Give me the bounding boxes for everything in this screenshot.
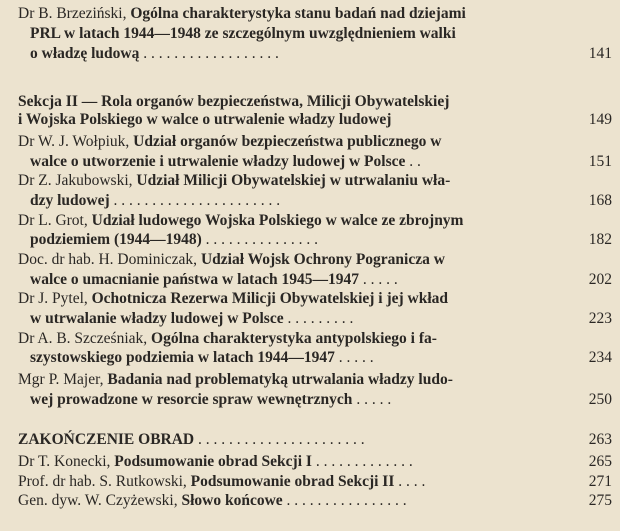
toc-text-segment: . . . . . . . . . . . . . . .: [201, 231, 319, 248]
toc-line-text: [18, 132, 441, 152]
toc-page-number: 234: [588, 349, 612, 366]
toc-title-segment: Podsumowanie obrad Sekcji I: [114, 453, 312, 470]
toc-title-segment: Słowo końcowe: [181, 492, 283, 509]
toc-line-text: [30, 270, 398, 290]
toc-line-text: [30, 152, 421, 172]
toc-line: [0, 452, 620, 472]
toc-title-segment: walce o umacnianie państwa w latach 1945—1947: [30, 271, 359, 288]
toc-page-number: 223: [588, 310, 612, 327]
toc-title-segment: PRL w latach 1944—1948 ze szczególnym uwzględnieniem walki: [30, 25, 456, 42]
toc-page-number: 149: [588, 111, 612, 128]
toc-text-segment: Dr A. B. Szcześniak,: [18, 330, 152, 347]
toc-text-segment: . . . . .: [352, 391, 392, 408]
toc-title-segment: i Wojska Polskiego w walce o utrwalenie władzy ludowej: [18, 111, 392, 128]
toc-text-segment: . . . . . . . . . . . . . . . .: [282, 492, 407, 509]
toc-line-text: [18, 250, 445, 270]
toc-line: [0, 491, 620, 511]
toc-text-segment: Gen. dyw. W. Czyżewski,: [18, 492, 182, 509]
toc-line: [0, 152, 620, 172]
toc-text-segment: Dr T. Konecki,: [18, 453, 115, 470]
toc-line: [0, 171, 620, 191]
toc-line: [0, 289, 620, 309]
toc-line-text: [30, 390, 391, 410]
toc-text-segment: Dr W. J. Wołpiuk,: [18, 133, 134, 150]
toc-page-number: 168: [588, 192, 612, 209]
toc-title-segment: ZAKOŃCZENIE OBRAD: [18, 431, 195, 448]
toc-line: [0, 132, 620, 152]
toc-text-segment: Mgr P. Majer,: [18, 371, 108, 388]
toc-text-segment: Doc. dr hab. H. Dominiczak,: [18, 251, 201, 268]
toc-title-segment: w utrwalanie władzy ludowej w Polsce: [30, 310, 284, 327]
toc-line-text: [18, 329, 437, 349]
toc-line-text: [18, 370, 453, 390]
toc-line: [0, 24, 620, 44]
toc-line-text: [18, 171, 450, 191]
toc-text-segment: . . . . . . . . . . . . .: [311, 453, 413, 470]
toc-line: [0, 211, 620, 231]
toc-line: [0, 348, 620, 368]
toc-page-number: 202: [588, 271, 612, 288]
toc-line-text: [18, 211, 463, 231]
toc-text-segment: Dr J. Pytel,: [18, 290, 92, 307]
toc-page-number: 250: [588, 391, 612, 408]
toc-title-segment: Podsumowanie obrad Sekcji II: [190, 473, 395, 490]
toc-line-text: [30, 309, 353, 329]
toc-line-text: [18, 430, 365, 450]
toc-line: [0, 110, 620, 130]
toc-line: [0, 191, 620, 211]
toc-title-segment: Badania nad problematyką utrwalania władzy ludo-: [107, 371, 453, 388]
toc-title-segment: Ochotnicza Rezerwa Milicji Obywatelskiej i jej wkład: [91, 290, 449, 307]
toc-line: [0, 390, 620, 410]
toc-page-number: 271: [588, 473, 612, 490]
toc-title-segment: wej prowadzone w resorcie spraw wewnętrznych: [30, 391, 353, 408]
toc-title-segment: Udział Wojsk Ochrony Pogranicza w: [200, 251, 445, 268]
toc-text-segment: Prof. dr hab. S. Rutkowski,: [18, 473, 191, 490]
toc-text-segment: . . . . .: [358, 271, 398, 288]
toc-line-text: [18, 110, 391, 130]
toc-text-segment: Dr B. Brzeziński,: [18, 5, 131, 22]
toc-title-segment: o władzę ludową: [30, 45, 140, 62]
toc-line-text: [30, 230, 318, 250]
toc-page-number: 141: [588, 45, 612, 62]
toc-line-text: [18, 472, 425, 492]
toc-line: [0, 230, 620, 250]
toc-title-segment: Ogólna charakterystyka stanu badań nad dziejami: [130, 5, 466, 22]
toc-title-segment: Udział organów bezpieczeństwa publicznego w: [133, 133, 442, 150]
toc-title-segment: Udział Milicji Obywatelskiej w utrwalaniu wła-: [136, 172, 451, 189]
toc-line: [0, 329, 620, 349]
toc-page-number: 151: [588, 153, 612, 170]
toc-line: [0, 472, 620, 492]
toc-line: [0, 430, 620, 450]
toc-text-segment: . . . . .: [334, 349, 374, 366]
toc-title-segment: Sekcja II — Rola organów bezpieczeństwa, Milicji Obywatelskiej: [18, 93, 450, 110]
toc-line: [0, 4, 620, 24]
toc-line-text: [18, 4, 466, 24]
toc-line: [0, 92, 620, 112]
toc-line-text: [30, 191, 280, 211]
toc-line-text: [30, 44, 279, 64]
toc-title-segment: podziemiem (1944—1948): [30, 231, 202, 248]
toc-line: [0, 309, 620, 329]
toc-text-segment: . . . . . . . . . . . . . . . . . . . . . .: [109, 192, 281, 209]
toc-line: [0, 250, 620, 270]
toc-line: [0, 370, 620, 390]
toc-title-segment: Ogólna charakterystyka antypolskiego i fa-: [151, 330, 437, 347]
toc-line: [0, 270, 620, 290]
toc-page-number: 275: [588, 492, 612, 509]
toc-line-text: [18, 452, 413, 472]
toc-line-text: [30, 348, 374, 368]
toc-line-text: [30, 24, 456, 44]
toc-line-text: [18, 289, 448, 309]
toc-text-segment: Dr Z. Jakubowski,: [18, 172, 137, 189]
toc-title-segment: dzy ludowej: [30, 192, 110, 209]
toc-text-segment: . . . . . . . . . . . . . . . . . . . . . .: [194, 431, 365, 448]
toc-text-segment: Dr L. Grot,: [18, 212, 92, 229]
toc-title-segment: Udział ludowego Wojska Polskiego w walce ze zbrojnym: [91, 212, 464, 229]
toc-text-segment: . .: [405, 153, 421, 170]
toc-page-number: 182: [588, 231, 612, 248]
toc-text-segment: . . . . . . . . . . . . . . . . . .: [139, 45, 279, 62]
toc-page-number: 265: [588, 453, 612, 470]
toc-text-segment: . . . . . . . . .: [283, 310, 354, 327]
toc-page-number: 263: [588, 431, 612, 448]
toc-text-segment: . . . .: [394, 473, 426, 490]
toc-line-text: [18, 92, 449, 112]
toc-title-segment: szystowskiego podziemia w latach 1944—1947: [30, 349, 335, 366]
toc-line-text: [18, 491, 407, 511]
toc-title-segment: walce o utworzenie i utrwalenie władzy ludowej w Polsce: [30, 153, 406, 170]
toc-line: [0, 44, 620, 64]
